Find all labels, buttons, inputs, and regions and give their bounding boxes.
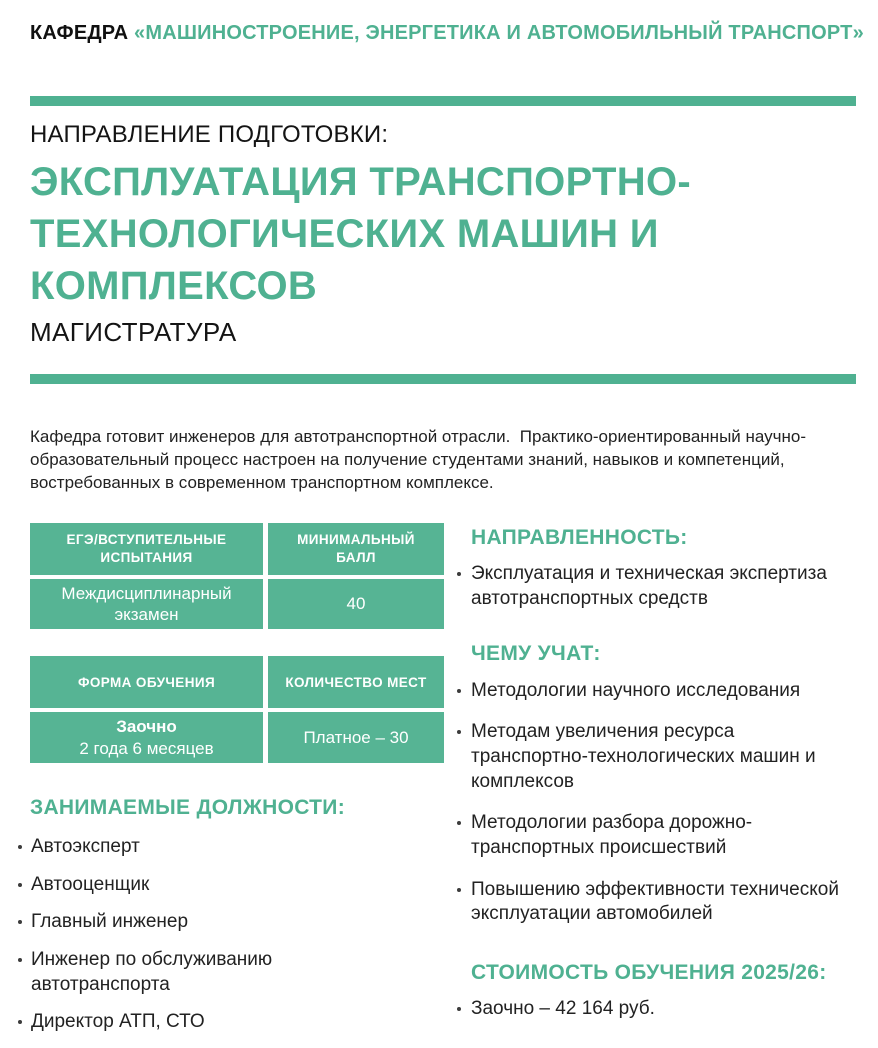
program-label: НАПРАВЛЕНИЕ ПОДГОТОВКИ: [30, 121, 389, 148]
program-title [30, 156, 856, 312]
jobs-list [18, 835, 444, 1035]
bullet-icon [18, 835, 31, 859]
dept-header [30, 22, 864, 45]
intro-paragraph: Кафедра готовит инженеров для автотранспортной отрасли. Практико-ориентированный научно-образовательный процесс настроен на получение студентами знаний, навыков и компетенций, востребованных в современном транспортном комплексе. [30, 427, 807, 492]
learn-section [457, 641, 856, 927]
learn-item: Методам увеличения ресурса транспортно-технологических машин и комплексов [457, 720, 856, 794]
bullet-icon [18, 873, 31, 897]
learn-item: Методологии научного исследования [457, 679, 856, 704]
form-table-cell-form [30, 712, 263, 763]
bullet-icon [18, 910, 31, 934]
exam-table [30, 523, 444, 630]
bullet-icon [457, 679, 471, 703]
job-item: Автоэксперт [18, 835, 444, 860]
job-item: Главный инженер [18, 910, 444, 935]
direction-section [457, 525, 856, 612]
bullet-icon [457, 562, 471, 586]
form-primary: Заочно [116, 717, 177, 737]
direction-heading: НАПРАВЛЕННОСТЬ: [471, 525, 688, 549]
program-title-line: ТЕХНОЛОГИЧЕСКИХ МАШИН И [30, 212, 659, 256]
exam-table-header-minscore: МИНИМАЛЬНЫЙ БАЛЛ [268, 523, 444, 575]
learn-item: Методологии разбора дорожно-транспортных происшествий [457, 811, 856, 860]
dept-name: «МАШИНОСТРОЕНИЕ, ЭНЕРГЕТИКА И АВТОМОБИЛЬНЫЙ ТРАНСПОРТ» [134, 22, 864, 44]
job-item: Автооценщик [18, 873, 444, 898]
cost-section [457, 960, 856, 1022]
right-column [457, 523, 856, 1048]
exam-table-header-exams: ЕГЭ/ВСТУПИТЕЛЬНЫЕ ИСПЫТАНИЯ [30, 523, 263, 575]
bullet-icon [18, 1010, 31, 1034]
direction-list [457, 562, 856, 611]
cost-list [457, 997, 856, 1022]
direction-item: Эксплуатация и техническая экспертиза автотранспортных средств [457, 562, 856, 611]
job-item: Директор АТП, СТО [18, 1010, 444, 1035]
bullet-icon [457, 997, 471, 1021]
program-title-line: КОМПЛЕКСОВ [30, 264, 318, 308]
exam-table-cell-score: 40 [268, 579, 444, 630]
learn-list [457, 679, 856, 928]
form-table-header-form: ФОРМА ОБУЧЕНИЯ [30, 656, 263, 708]
program-level: МАГИСТРАТУРА [30, 317, 237, 347]
job-item: Инженер по обслуживанию автотранспорта [18, 948, 444, 997]
form-table-cell-places: Платное – 30 [268, 712, 444, 763]
bullet-icon [457, 720, 471, 744]
cost-item: Заочно – 42 164 руб. [457, 997, 856, 1022]
left-column [30, 523, 444, 1048]
dept-label: КАФЕДРА [30, 22, 129, 44]
bullet-icon [18, 948, 31, 972]
learn-item: Повышению эффективности технической эксплуатации автомобилей [457, 878, 856, 927]
cost-heading: СТОИМОСТЬ ОБУЧЕНИЯ 2025/26: [471, 961, 827, 985]
exam-table-cell-exam: Междисциплинарный экзамен [30, 579, 263, 630]
form-secondary: 2 года 6 месяцев [79, 738, 214, 758]
learn-heading: ЧЕМУ УЧАТ: [471, 642, 601, 666]
form-table [30, 656, 444, 763]
divider-bar-bottom [30, 374, 856, 384]
bullet-icon [457, 811, 471, 835]
form-table-header-places: КОЛИЧЕСТВО МЕСТ [268, 656, 444, 708]
jobs-heading: ЗАНИМАЕМЫЕ ДОЛЖНОСТИ: [30, 795, 345, 819]
content-columns [30, 523, 856, 1048]
bullet-icon [457, 878, 471, 902]
divider-bar-top [30, 96, 856, 106]
program-title-line: ЭКСПЛУАТАЦИЯ ТРАНСПОРТНО- [30, 160, 691, 204]
